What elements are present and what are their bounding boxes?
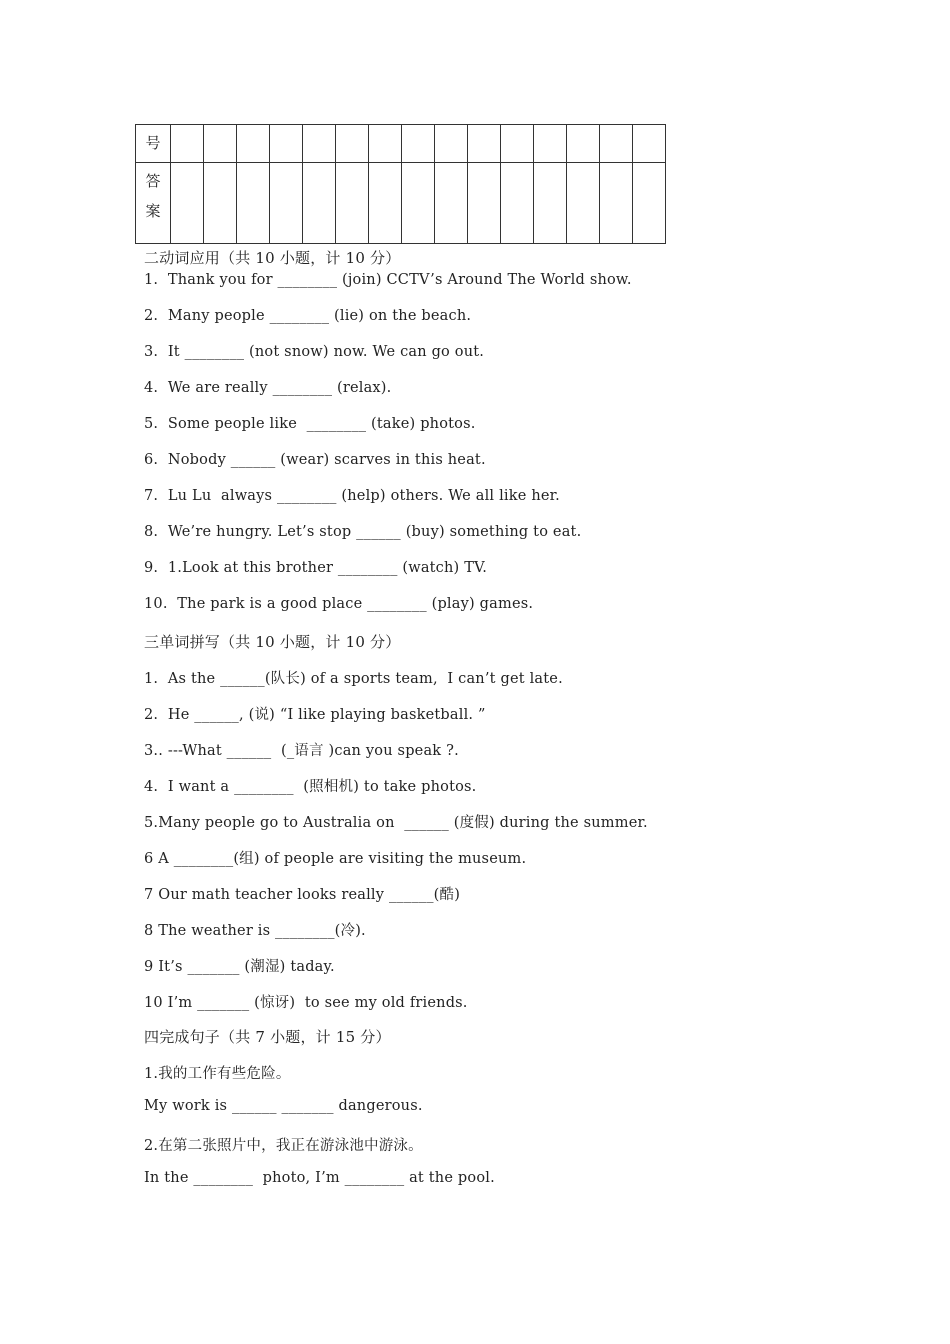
question-item: 1. As the ______(队长) of a sports team, I can’t get late.	[144, 671, 563, 687]
question-item: 2. Many people ________ (lie) on the beach.	[144, 308, 472, 324]
question-item: 1. Thank you for ________ (join) CCTV’s Around The World show.	[144, 272, 632, 288]
answer-cell[interactable]	[270, 163, 303, 244]
answer-cell[interactable]	[567, 125, 600, 163]
section3-heading: 三单词拼写（共 10 小题，计 10 分）	[144, 633, 401, 651]
number-label-cell	[136, 125, 171, 163]
answer-cell[interactable]	[501, 163, 534, 244]
answer-cell[interactable]	[534, 163, 567, 244]
question-item: 7. Lu Lu always ________ (help) others. We all like her.	[144, 488, 560, 504]
answer-cell[interactable]	[303, 125, 336, 163]
question-item: 2. He ______, (说) “I like playing basketball. ”	[144, 707, 486, 723]
answer-label-cell	[136, 163, 171, 244]
section2-heading: 二动词应用（共 10 小题，计 10 分）	[144, 249, 401, 267]
answer-cell[interactable]	[600, 125, 633, 163]
question-item: 2.在第二张照片中，我正在游泳池中游泳。	[144, 1138, 423, 1154]
answer-cell[interactable]	[402, 125, 435, 163]
section4-heading: 四完成句子（共 7 小题，计 15 分）	[144, 1028, 391, 1046]
answer-table-number-row	[136, 125, 666, 163]
answer-cell[interactable]	[369, 163, 402, 244]
answer-cell[interactable]	[171, 163, 204, 244]
answer-label-top: 答	[145, 172, 161, 190]
answer-cell[interactable]	[270, 125, 303, 163]
question-item: 5.Many people go to Australia on ______ (度假) during the summer.	[144, 815, 648, 831]
answer-cell[interactable]	[633, 163, 666, 244]
question-item: My work is ______ _______ dangerous.	[144, 1098, 423, 1114]
answer-table-answer-row	[136, 163, 666, 244]
answer-cell[interactable]	[633, 125, 666, 163]
question-item: 5. Some people like ________ (take) photos.	[144, 416, 476, 432]
question-item: 10. The park is a good place ________ (play) games.	[144, 596, 534, 612]
answer-cell[interactable]	[435, 163, 468, 244]
number-label: 号	[145, 134, 161, 152]
question-item: 8. We’re hungry. Let’s stop ______ (buy) something to eat.	[144, 524, 582, 540]
question-item: 4. We are really ________ (relax).	[144, 380, 392, 396]
question-item: 6. Nobody ______ (wear) scarves in this heat.	[144, 452, 486, 468]
question-item: 10 I’m _______ (惊讶) to see my old friends.	[144, 995, 468, 1011]
answer-cell[interactable]	[501, 125, 534, 163]
question-item: 9 It’s _______ (潮湿) taday.	[144, 959, 335, 975]
question-item: 6 A ________(组) of people are visiting the museum.	[144, 851, 527, 867]
question-item: 3.. ---What ______ (_语言 )can you speak ?.	[144, 743, 459, 759]
answer-cell[interactable]	[237, 163, 270, 244]
answer-cell[interactable]	[567, 163, 600, 244]
answer-table	[135, 124, 666, 244]
answer-cell[interactable]	[468, 163, 501, 244]
answer-cell[interactable]	[402, 163, 435, 244]
answer-label-bottom: 案	[145, 202, 161, 220]
question-item: 8 The weather is ________(冷).	[144, 923, 366, 939]
answer-cell[interactable]	[468, 125, 501, 163]
answer-cell[interactable]	[204, 125, 237, 163]
answer-cell[interactable]	[435, 125, 468, 163]
answer-cell[interactable]	[369, 125, 402, 163]
question-item: 7 Our math teacher looks really ______(酷)	[144, 887, 461, 903]
question-item: In the ________ photo, I’m ________ at the pool.	[144, 1170, 495, 1186]
answer-cell[interactable]	[237, 125, 270, 163]
answer-cell[interactable]	[336, 163, 369, 244]
answer-cell[interactable]	[303, 163, 336, 244]
question-item: 3. It ________ (not snow) now. We can go out.	[144, 344, 485, 360]
answer-cell[interactable]	[204, 163, 237, 244]
answer-cell[interactable]	[336, 125, 369, 163]
answer-cell[interactable]	[534, 125, 567, 163]
answer-cell[interactable]	[171, 125, 204, 163]
answer-cell[interactable]	[600, 163, 633, 244]
question-item: 1.我的工作有些危险。	[144, 1066, 291, 1082]
question-item: 4. I want a ________ (照相机) to take photos.	[144, 779, 477, 795]
question-item: 9. 1.Look at this brother ________ (watch) TV.	[144, 560, 488, 576]
